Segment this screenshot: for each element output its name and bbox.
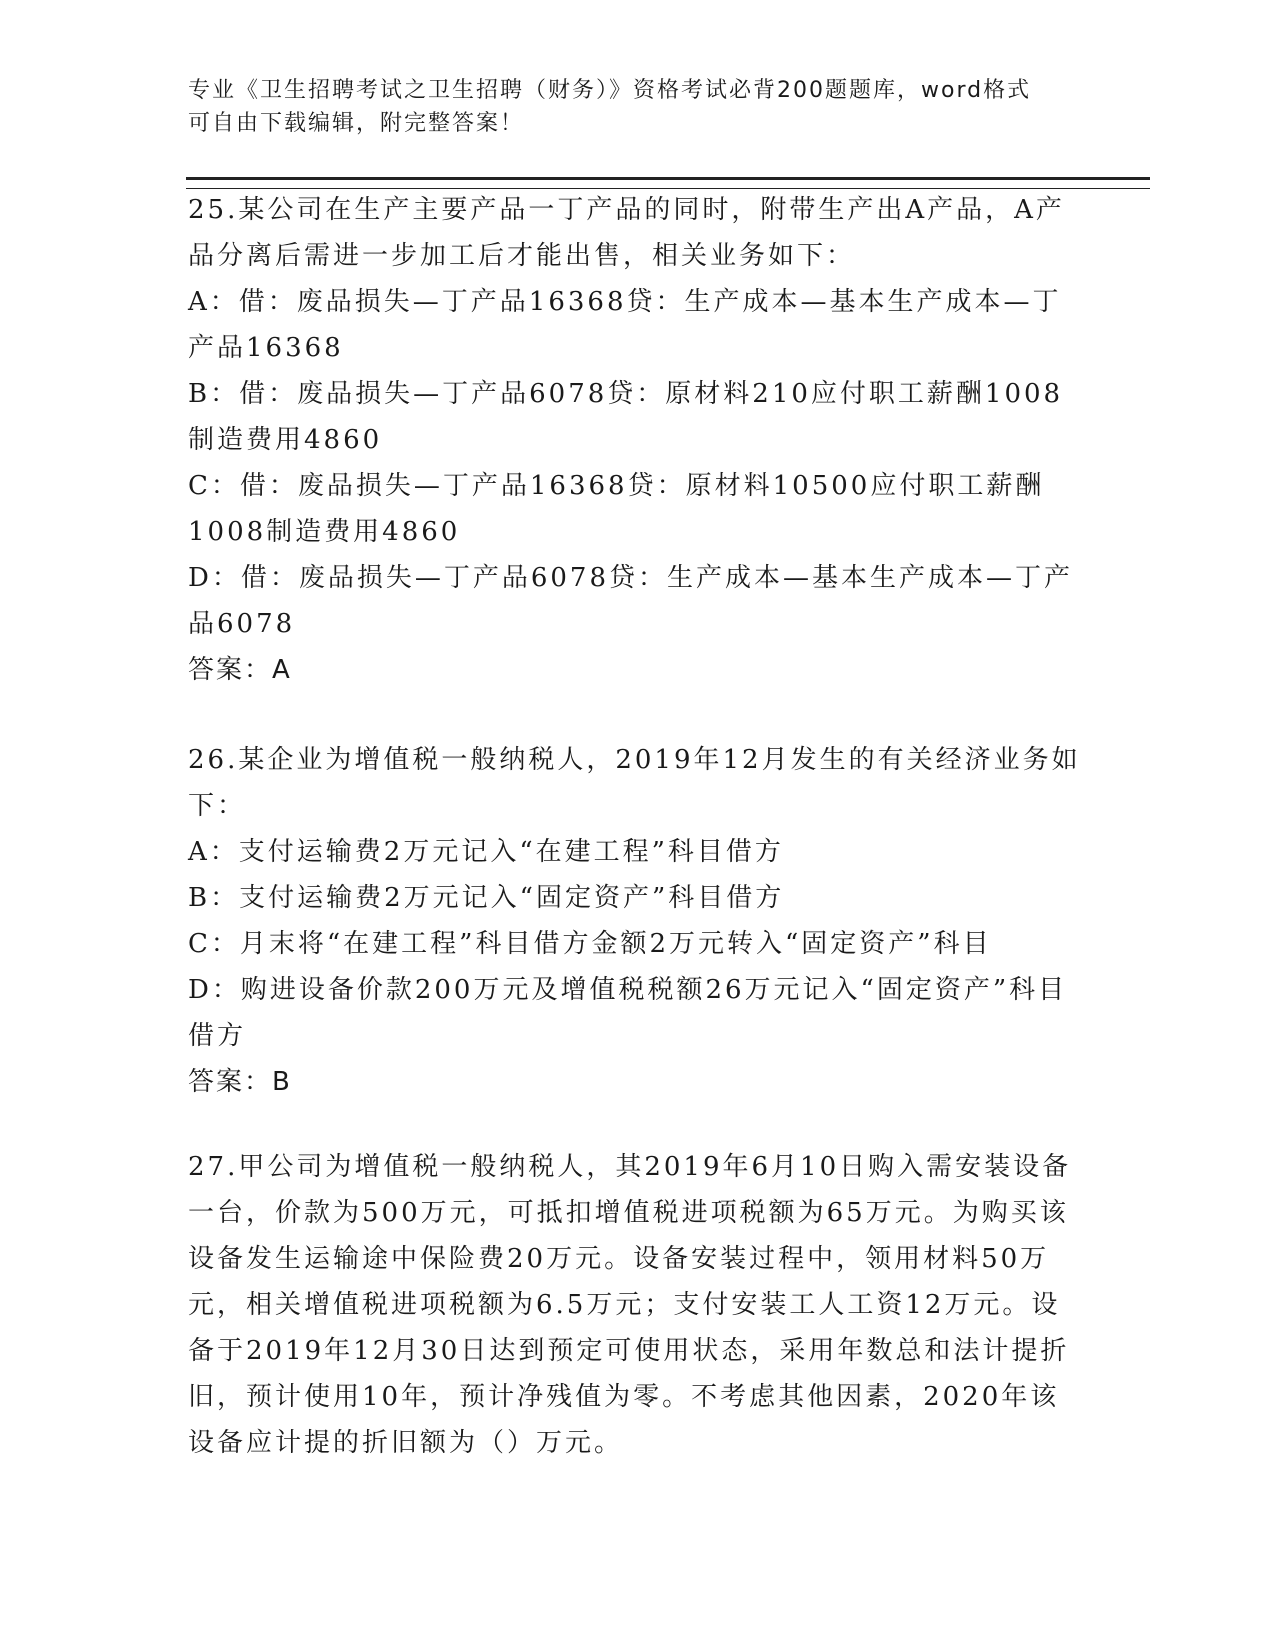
option-b: B：借：废品损失—丁产品6078贷：原材料210应付职工薪酬1008制造费用4860 — [188, 379, 1064, 455]
document-header — [188, 74, 1078, 140]
question-27 — [188, 1144, 1088, 1466]
option-b: B：支付运输费2万元记入“固定资产”科目借方 — [188, 883, 785, 913]
question-stem: 25.某公司在生产主要产品一丁产品的同时，附带生产出A产品，A产品分离后需进一步加工后才能出售，相关业务如下： — [188, 195, 1065, 271]
option-d: D：购进设备价款200万元及增值税税额26万元记入“固定资产”科目借方 — [188, 975, 1068, 1051]
answer: 答案：A — [188, 655, 292, 685]
question-26 — [188, 737, 1088, 1105]
option-a: A：借：废品损失—丁产品16368贷：生产成本—基本生产成本—丁产品16368 — [188, 287, 1062, 363]
option-c: C：月末将“在建工程”科目借方金额2万元转入“固定资产”科目 — [188, 929, 992, 959]
header-title-line-2: 可自由下载编辑，附完整答案！ — [188, 111, 525, 136]
question-25 — [188, 187, 1088, 693]
question-stem: 26.某企业为增值税一般纳税人，2019年12月发生的有关经济业务如下： — [188, 745, 1081, 821]
question-stem: 27.甲公司为增值税一般纳税人，其2019年6月10日购入需安装设备一台，价款为500万元，可抵扣增值税进项税额为65万元。为购买该设备发生运输途中保险费20万元。设备安装过程中，领用材料50万元，相关增值税进项税额为6.5万元；支付安装工人工资12万元。设备于2019年12月30日达到预定可使用状态，采用年数总和法计提折旧，预计使用10年，预计净残值为零。不考虑其他因素，2020年该设备应计提的折旧额为（）万元。 — [188, 1152, 1072, 1458]
option-d: D：借：废品损失—丁产品6078贷：生产成本—基本生产成本—丁产品6078 — [188, 563, 1074, 639]
option-a: A：支付运输费2万元记入“在建工程”科目借方 — [188, 837, 784, 867]
answer: 答案：B — [188, 1067, 292, 1097]
header-title-line-1: 专业《卫生招聘考试之卫生招聘（财务）》资格考试必背200题题库，word格式 — [188, 78, 1032, 103]
option-c: C：借：废品损失—丁产品16368贷：原材料10500应付职工薪酬1008制造费用4860 — [188, 471, 1045, 547]
